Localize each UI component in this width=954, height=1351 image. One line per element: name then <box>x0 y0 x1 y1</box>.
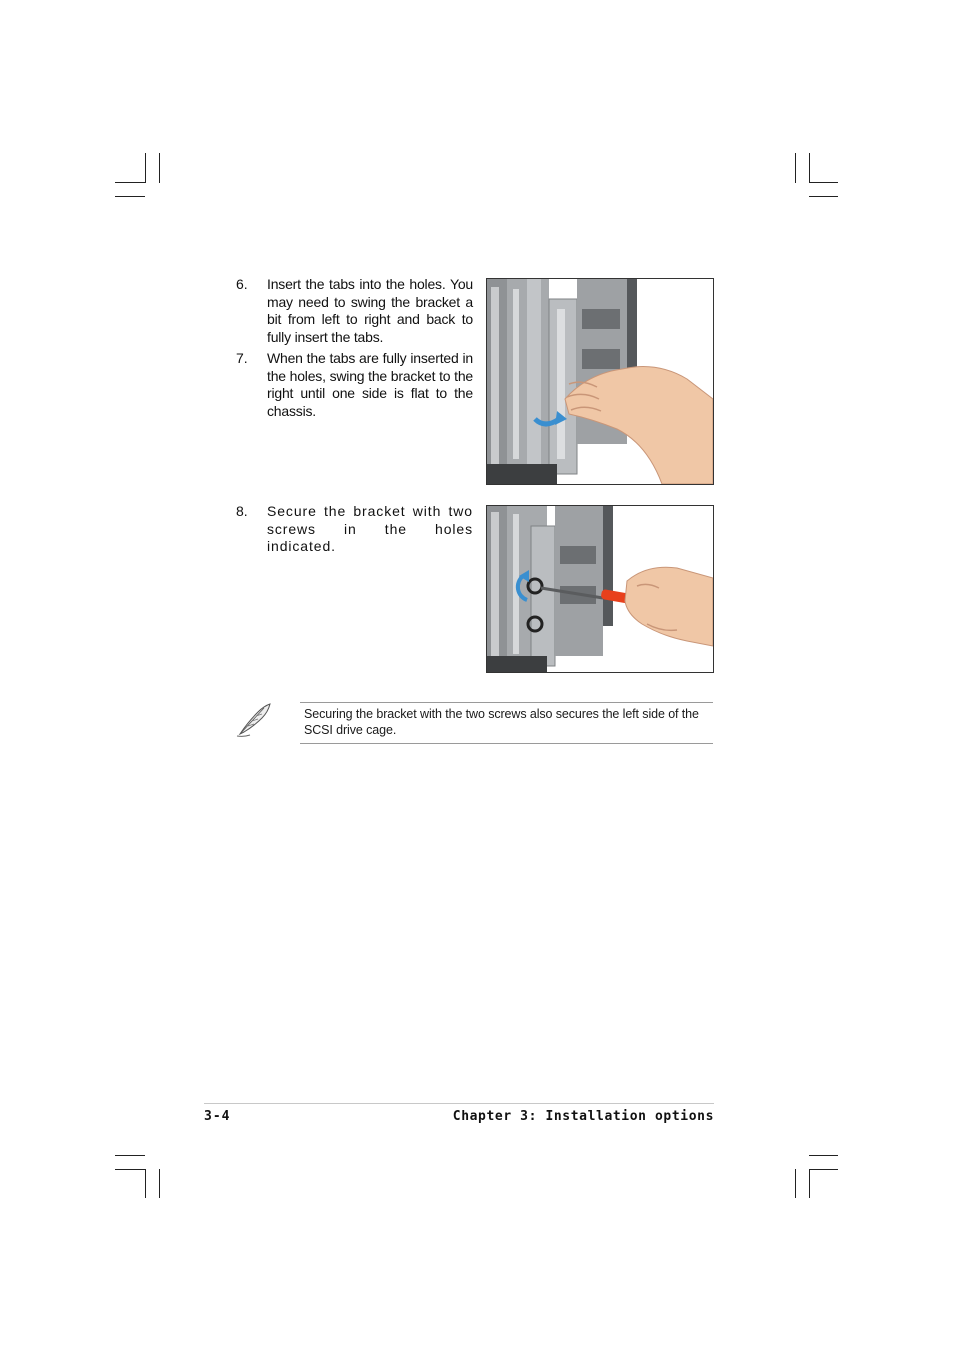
page-number: 3-4 <box>204 1109 231 1124</box>
step-number: 7. <box>236 350 248 366</box>
step-text: Secure the bracket with two screws in the holes indicated. <box>267 503 473 554</box>
chapter-title: Chapter 3: Installation options <box>452 1109 714 1124</box>
note-top-rule <box>300 702 713 703</box>
step-number: 8. <box>236 503 248 519</box>
note-bottom-rule <box>300 743 713 744</box>
step-text: Insert the tabs into the holes. You may need to swing the bracket a bit from left to right and back to fully insert the tabs. <box>267 276 473 345</box>
bracket-insertion-photo <box>486 278 714 485</box>
note-text: Securing the bracket with the two screws also secures the left side of the SCSI drive cage. <box>304 707 699 737</box>
step-text: When the tabs are fully inserted in the holes, swing the bracket to the right until one side is flat to the chassis. <box>267 350 473 419</box>
feather-pen-icon <box>234 700 274 740</box>
step-number: 6. <box>236 276 248 292</box>
footer-rule <box>204 1103 714 1104</box>
screw-securing-photo <box>486 505 714 673</box>
